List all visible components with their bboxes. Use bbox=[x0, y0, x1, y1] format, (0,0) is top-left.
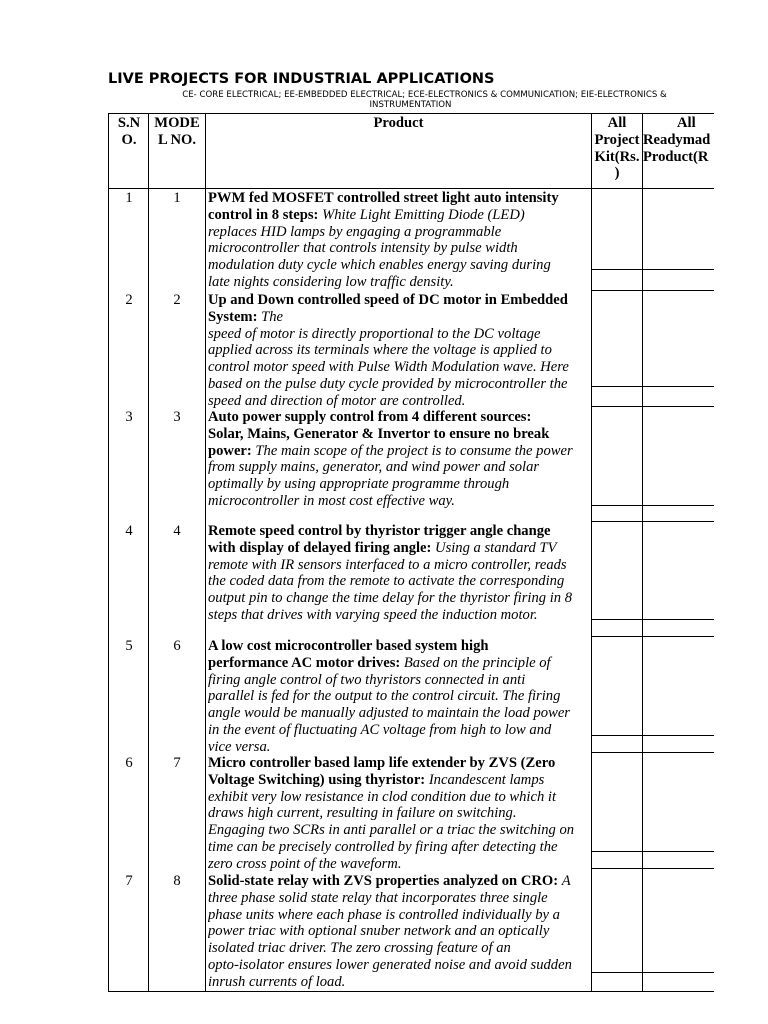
row-product: Auto power supply control from 4 different sources: Solar, Mains, Generator & Invertor to ensure no break power: The main scope of the project is to consume the power from supply mains, generator, and wind power and solar optimally by using appropriate programme through microcontroller in most cost effective way. bbox=[208, 409, 573, 509]
grid-line bbox=[108, 113, 714, 114]
row-model-no: 2 bbox=[173, 292, 181, 308]
grid-line bbox=[108, 991, 714, 992]
grid-line bbox=[591, 269, 714, 270]
grid-line bbox=[148, 113, 149, 992]
grid-line bbox=[108, 113, 109, 992]
grid-line bbox=[591, 619, 714, 620]
row-sno: 6 bbox=[125, 755, 133, 771]
grid-line bbox=[108, 188, 714, 189]
row-model-no: 4 bbox=[173, 523, 181, 539]
row-sno: 7 bbox=[125, 873, 133, 889]
row-sno: 3 bbox=[125, 409, 133, 425]
grid-line bbox=[591, 290, 714, 291]
row-model-no: 6 bbox=[173, 638, 181, 654]
grid-line bbox=[591, 386, 714, 387]
row-sno: 2 bbox=[125, 292, 133, 308]
row-product: PWM fed MOSFET controlled street light auto intensity control in 8 steps: White Light Emitting Diode (LED) replaces HID lamps by engaging a programmable microcontroller that controls intensity by pulse width modulation duty cycle which enables energy saving during late nights considering low traffic density. bbox=[208, 190, 559, 290]
header-readymade-product: All Readymad Product(R bbox=[643, 115, 711, 165]
grid-line bbox=[591, 406, 714, 407]
row-sno: 5 bbox=[125, 638, 133, 654]
header-sno: S.N O. bbox=[117, 115, 141, 148]
row-sno: 1 bbox=[125, 190, 133, 206]
grid-line bbox=[591, 735, 714, 736]
header-model-no: MODE L NO. bbox=[154, 115, 200, 148]
row-model-no: 8 bbox=[173, 873, 181, 889]
row-product: Micro controller based lamp life extender by ZVS (Zero Voltage Switching) using thyristor: Incandescent lamps exhibit very low resistance in clod condition due to which it draws high current, resulting in failure on switching. Engaging two SCRs in anti parallel or a triac the switching on time can be precisely controlled by firing after detecting the zero cross point of the waveform. bbox=[208, 755, 575, 872]
row-model-no: 7 bbox=[173, 755, 181, 771]
grid-line bbox=[591, 636, 714, 637]
grid-line bbox=[205, 113, 206, 992]
row-sno: 4 bbox=[125, 523, 133, 539]
grid-line bbox=[591, 972, 714, 973]
grid-line bbox=[591, 752, 714, 753]
subtitle-line-2: INSTRUMENTATION bbox=[369, 100, 452, 110]
page-subtitle bbox=[108, 90, 713, 110]
row-product: A low cost microcontroller based system high performance AC motor drives: Based on the principle of firing angle control of two thyristors connected in anti parallel is fed for the output to the control circuit. The firing angle would be manually adjusted to maintain the load power in the event of fluctuating AC voltage from high to low and vice versa. bbox=[208, 638, 570, 755]
grid-line bbox=[591, 868, 714, 869]
page-title: LIVE PROJECTS FOR INDUSTRIAL APPLICATIONS bbox=[108, 71, 495, 87]
header-project-kit: All Project Kit(Rs. ) bbox=[594, 115, 640, 182]
row-product: Solid-state relay with ZVS properties analyzed on CRO: A three phase solid state relay that incorporates three single phase units where each phase is controlled individually by a power triac with optional snuber network and an optically isolated triac driver. The zero crossing feature of an opto-isolator ensures lower generated noise and avoid sudden inrush currents of load. bbox=[208, 873, 572, 990]
grid-line bbox=[591, 505, 714, 506]
row-model-no: 3 bbox=[173, 409, 181, 425]
grid-line bbox=[642, 113, 643, 992]
row-model-no: 1 bbox=[173, 190, 181, 206]
subtitle-line-1: CE- CORE ELECTRICAL; EE-EMBEDDED ELECTRICAL; ECE-ELECTRONICS & COMMUNICATION; EIE-ELECTRONICS & bbox=[182, 90, 667, 100]
row-product: Remote speed control by thyristor trigger angle change with display of delayed firing angle: Using a standard TV remote with IR sensors interfaced to a micro controller, reads the coded data from the remote to activate the corresponding output pin to change the time delay for the thyristor firing in 8 steps that drives with varying speed the induction motor. bbox=[208, 523, 572, 623]
row-product: Up and Down controlled speed of DC motor in Embedded System: The speed of motor is directly proportional to the DC voltage applied across its terminals where the voltage is applied to control motor speed with Pulse Width Modulation wave. Here based on the pulse duty cycle provided by microcontroller the speed and direction of motor are controlled. bbox=[208, 292, 569, 409]
grid-line bbox=[591, 851, 714, 852]
grid-line bbox=[591, 521, 714, 522]
header-product: Product bbox=[373, 115, 424, 131]
